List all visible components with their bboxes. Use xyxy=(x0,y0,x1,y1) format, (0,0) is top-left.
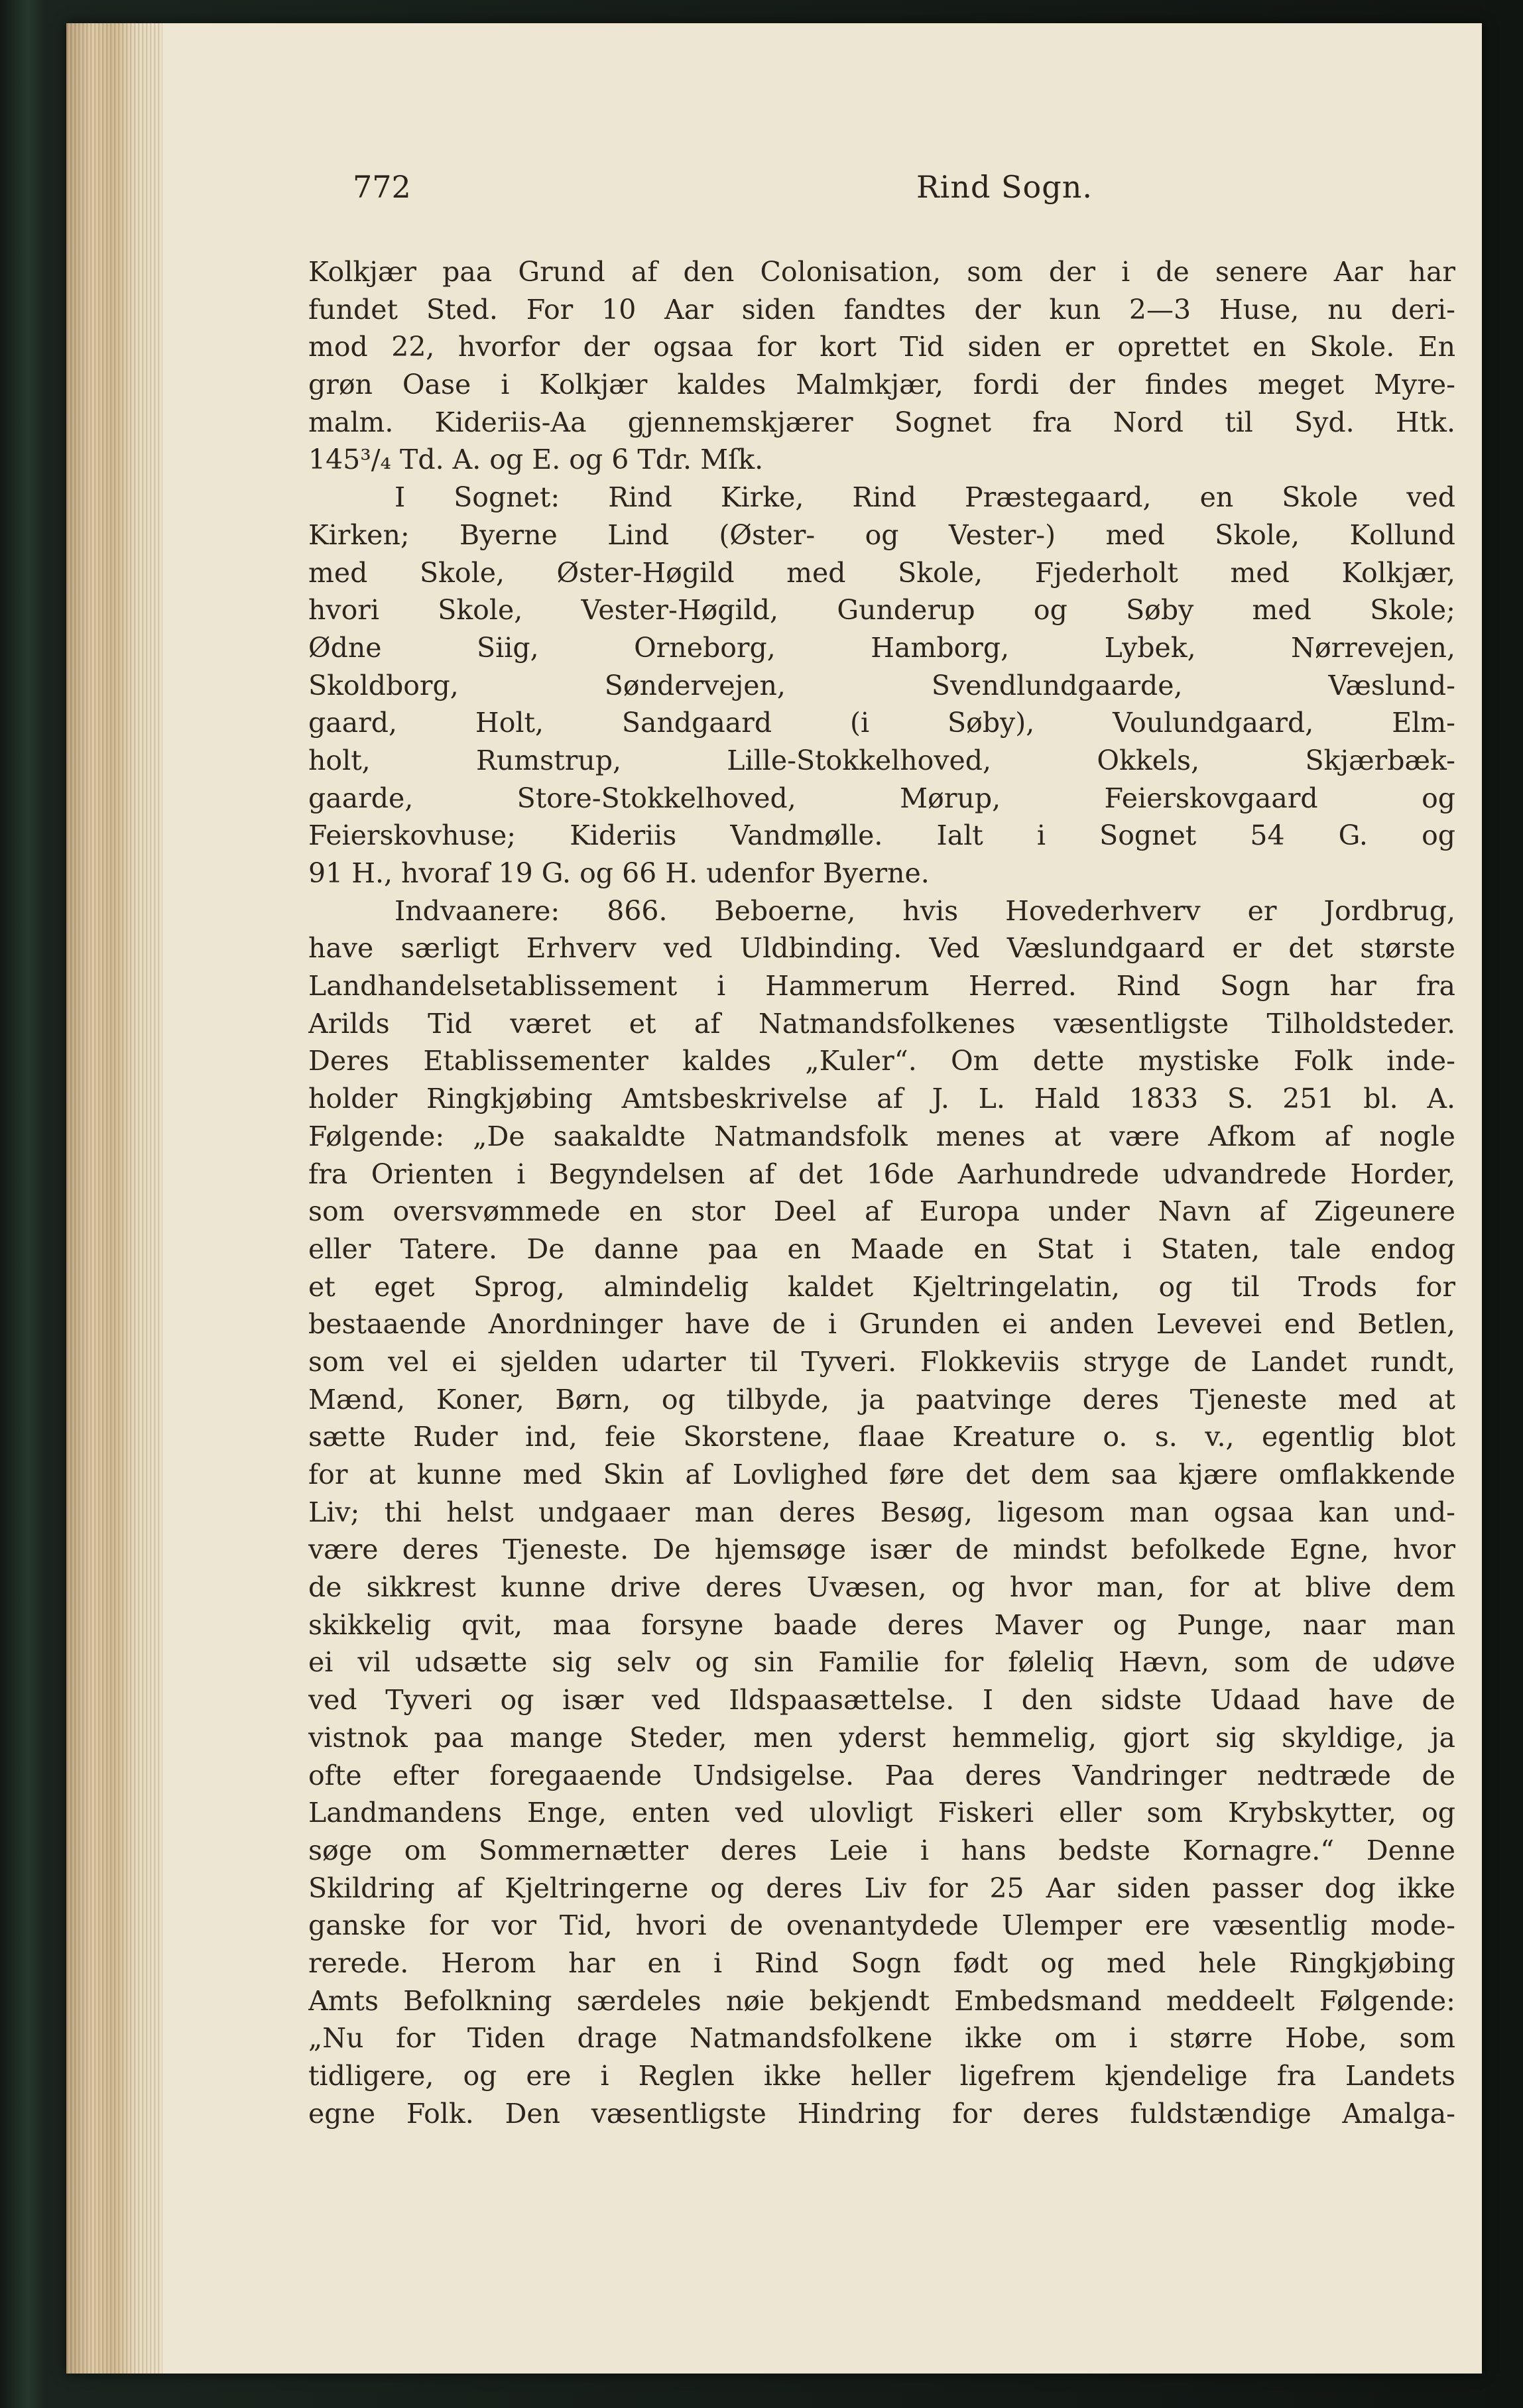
text-line: ofte efter foregaaende Undsigelse. Paa deres Vandringer nedtræde de xyxy=(308,1759,1455,1791)
text-line: „Nu for Tiden drage Natmandsfolkene ikke om i større Hobe, som xyxy=(308,2022,1455,2055)
text-line: Ødne Siig, Orneborg, Hamborg, Lybek, Nørrevejen, xyxy=(308,631,1455,664)
text-line: søge om Sommernætter deres Leie i hans bedste Kornagre.“ Denne xyxy=(308,1834,1455,1866)
text-line: som oversvømmede en stor Deel af Europa under Navn af Zigeunere xyxy=(308,1195,1455,1228)
text-line: 145³/₄ Td. A. og E. og 6 Tdr. Mſk. xyxy=(308,444,764,476)
text-line: tidligere, og ere i Reglen ikke heller ligefrem kjendelige fra Landets xyxy=(308,2060,1455,2092)
text-line: ei vil udsætte sig selv og sin Familie for føleliq Hævn, som de udøve xyxy=(308,1646,1455,1679)
running-head: Rind Sogn. xyxy=(916,169,1093,205)
text-line: Feierskovhuse; Kideriis Vandmølle. Ialt i Sognet 54 G. og xyxy=(308,819,1455,852)
text-line: egne Folk. Den væsentligste Hindring for deres fuldstændige Amalga- xyxy=(308,2097,1455,2130)
text-line: sætte Ruder ind, feie Skorstene, flaae Kreature o. s. v., egentlig blot xyxy=(308,1421,1455,1453)
text-line: Arilds Tid været et af Natmandsfolkenes væsentligste Tilholdsteder. xyxy=(308,1007,1455,1040)
text-line: Liv; thi helst undgaaer man deres Besøg, ligesom man ogsaa kan und- xyxy=(308,1496,1455,1528)
text-line: Kolkjær paa Grund af den Colonisation, som der i de senere Aar har xyxy=(308,256,1455,288)
text-line: Kirken; Byerne Lind (Øster- og Vester-) med Skole, Kollund xyxy=(308,518,1455,551)
text-line: et eget Sprog, almindelig kaldet Kjeltringelatin, og til Trods for xyxy=(308,1270,1455,1303)
text-line: gaarde, Store-Stokkelhoved, Mørup, Feierskovgaard og xyxy=(308,782,1455,814)
text-line: fra Orienten i Begyndelsen af det 16de Aarhundrede udvandrede Horder, xyxy=(308,1158,1455,1190)
text-line: som vel ei sjelden udarter til Tyveri. Flokkeviis stryge de Landet rundt, xyxy=(308,1345,1455,1378)
text-line: Skildring af Kjeltringerne og deres Liv for 25 Aar siden passer dog ikke xyxy=(308,1872,1455,1904)
text-line: hvori Skole, Vester-Høgild, Gunderup og Søby med Skole; xyxy=(308,594,1455,627)
text-line xyxy=(308,2132,1455,2170)
text-line: ganske for vor Tid, hvori de ovenantydede Ulemper ere væsentlig mode- xyxy=(308,1909,1455,1942)
text-line: for at kunne med Skin af Lovlighed føre det dem saa kjære omflakkende xyxy=(308,1459,1455,1490)
text-line: Amts Befolkning særdeles nøie bekjendt Embedsmand meddeelt Følgende: xyxy=(308,1984,1455,2017)
page-header xyxy=(187,169,1447,215)
text-line: malm. Kideriis-Aa gjennemskjærer Sognet fra Nord til Syd. Htk. xyxy=(308,406,1455,438)
text-line: Følgende: „De saakaldte Natmandsfolk menes at være Afkom af nogle xyxy=(308,1120,1455,1152)
text-line: holder Ringkjøbing Amtsbeskrivelse af J. L. Hald 1833 S. 251 bl. A. xyxy=(308,1083,1455,1115)
text-line: Skoldborg, Søndervejen, Svendlundgaarde, Væslund- xyxy=(308,669,1455,701)
text-line: mod 22, hvorfor der ogsaa for kort Tid siden er oprettet en Skole. En xyxy=(308,331,1455,363)
text-line: de sikkrest kunne drive deres Uvæsen, og hvor man, for at blive dem xyxy=(308,1571,1455,1604)
text-line: Deres Etablissementer kaldes „Kuler“. Om dette mystiske Folk inde- xyxy=(308,1045,1455,1077)
text-line: gaard, Holt, Sandgaard (i Søby), Voulundgaard, Elm- xyxy=(308,707,1455,739)
text-line: ved Tyveri og især ved Ildspaasættelse. I den sidste Udaad have de xyxy=(308,1684,1455,1716)
text-line: 91 H., hvoraf 19 G. og 66 H. udenfor Byerne. xyxy=(308,857,930,889)
text-line: Mænd, Koner, Børn, og tilbyde, ja paatvinge deres Tjeneste med at xyxy=(308,1383,1455,1415)
text-line: grøn Oase i Kolkjær kaldes Malmkjær, fordi der findes meget Myre- xyxy=(308,369,1455,401)
text-line: bestaaende Anordninger have de i Grunden ei anden Levevei end Betlen, xyxy=(308,1308,1455,1341)
text-line: rerede. Herom har en i Rind Sogn født og med hele Ringkjøbing xyxy=(308,1947,1455,1979)
page-edges xyxy=(66,23,162,2374)
text-line: I Sognet: Rind Kirke, Rind Præstegaard, en Skole ved xyxy=(395,481,1455,514)
text-line: fundet Sted. For 10 Aar siden fandtes der kun 2—3 Huse, nu deri- xyxy=(308,293,1455,326)
text-line: Landmandens Enge, enten ved ulovligt Fiskeri eller som Krybskytter, og xyxy=(308,1797,1455,1829)
text-line: med Skole, Øster-Høgild med Skole, Fjederholt med Kolkjær, xyxy=(308,556,1455,589)
text-line: vistnok paa mange Steder, men yderst hemmelig, gjort sig skyldige, ja xyxy=(308,1721,1455,1754)
text-line: eller Tatere. De danne paa en Maade en Stat i Staten, tale endog xyxy=(308,1233,1455,1265)
text-line: skikkelig qvit, maa forsyne baade deres Maver og Punge, naar man xyxy=(308,1608,1455,1641)
text-line: være deres Tjeneste. De hjemsøge især de mindst befolkede Egne, hvor xyxy=(308,1534,1455,1566)
text-line: have særligt Erhverv ved Uldbinding. Ved Væslundgaard er det største xyxy=(308,932,1455,965)
body-text xyxy=(308,253,1455,2170)
text-line: holt, Rumstrup, Lille-Stokkelhoved, Okkels, Skjærbæk- xyxy=(308,744,1455,776)
text-line: Indvaanere: 866. Beboerne, hvis Hovederhverv er Jordbrug, xyxy=(395,894,1455,927)
text-line: Landhandelsetablissement i Hammerum Herred. Rind Sogn har fra xyxy=(308,970,1455,1002)
page-number: 772 xyxy=(353,169,411,205)
